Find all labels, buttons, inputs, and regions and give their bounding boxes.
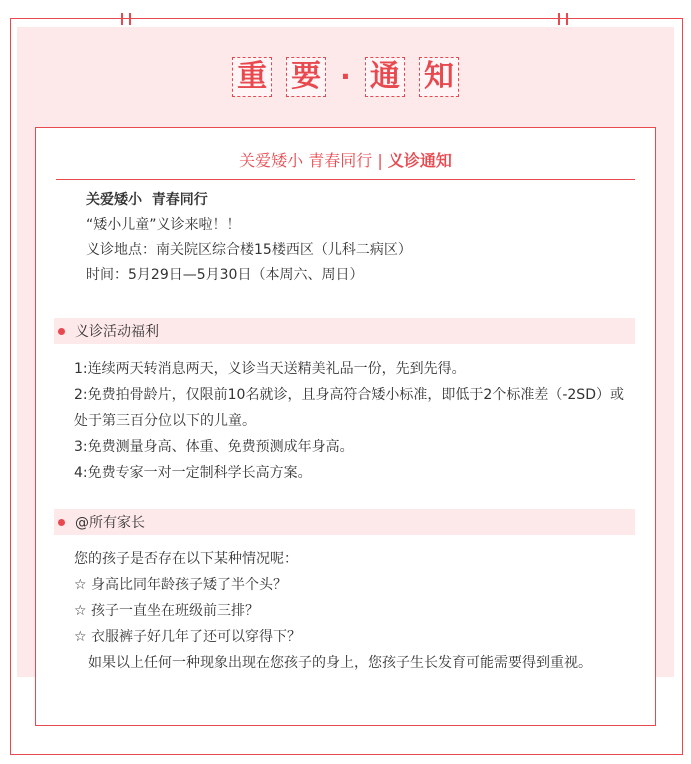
bullet-dot-icon bbox=[58, 519, 65, 526]
decor-tick bbox=[121, 13, 123, 25]
parents-list bbox=[74, 546, 636, 676]
intro-block bbox=[86, 188, 626, 288]
list-item: ☆ 身高比同年龄孩子矮了半个头？ bbox=[74, 577, 288, 593]
title-char: 知 bbox=[419, 57, 459, 97]
bullet-dot-icon bbox=[58, 328, 65, 335]
intro-location: 义诊地点：南关院区综合楼15楼西区（儿科二病区） bbox=[86, 242, 412, 258]
section-heading-text: 义诊活动福利 bbox=[75, 324, 159, 340]
section-heading-parents bbox=[54, 509, 635, 535]
header-divider: | bbox=[372, 151, 388, 170]
intro-time: 时间：5月29日—5月30日（本周六、周日） bbox=[86, 267, 364, 283]
intro-announce: “矮小儿童”义诊来啦！！ bbox=[86, 217, 241, 233]
parents-question: 您的孩子是否存在以下某种情况呢： bbox=[74, 551, 298, 567]
section-heading-text: @所有家长 bbox=[75, 515, 145, 531]
title-char: 通 bbox=[365, 57, 405, 97]
header-strong: 义诊通知 bbox=[387, 151, 452, 170]
list-item: 2:免费拍骨龄片，仅限前10名就诊，且身高符合矮小标准，即低于2个标准差（-2SD）或处于第三百分位以下的儿童。 bbox=[74, 387, 624, 429]
section-heading-benefits bbox=[54, 318, 635, 344]
header-slogan: 关爱矮小 青春同行 bbox=[239, 151, 373, 170]
title-char: 要 bbox=[286, 57, 326, 97]
notice-card bbox=[35, 127, 656, 726]
parents-conclusion: 如果以上任何一种现象出现在您孩子的身上，您孩子生长发育可能需要得到重视。 bbox=[88, 655, 592, 671]
page-title bbox=[0, 56, 691, 98]
list-item: 1:连续两天转消息两天，义诊当天送精美礼品一份，先到先得。 bbox=[74, 361, 466, 377]
list-item: 4:免费专家一对一定制科学长高方案。 bbox=[74, 465, 312, 481]
title-separator: · bbox=[340, 60, 351, 93]
list-item: ☆ 衣服裤子好几年了还可以穿得下？ bbox=[74, 629, 302, 645]
benefits-list bbox=[74, 356, 636, 486]
card-header bbox=[56, 148, 635, 180]
decor-tick bbox=[129, 13, 131, 25]
title-char: 重 bbox=[232, 57, 272, 97]
decor-tick bbox=[566, 13, 568, 25]
intro-slogan: 关爱矮小 青春同行 bbox=[86, 192, 208, 208]
list-item: ☆ 孩子一直坐在班级前三排？ bbox=[74, 603, 260, 619]
decor-tick bbox=[558, 13, 560, 25]
list-item: 3:免费测量身高、体重、免费预测成年身高。 bbox=[74, 439, 354, 455]
